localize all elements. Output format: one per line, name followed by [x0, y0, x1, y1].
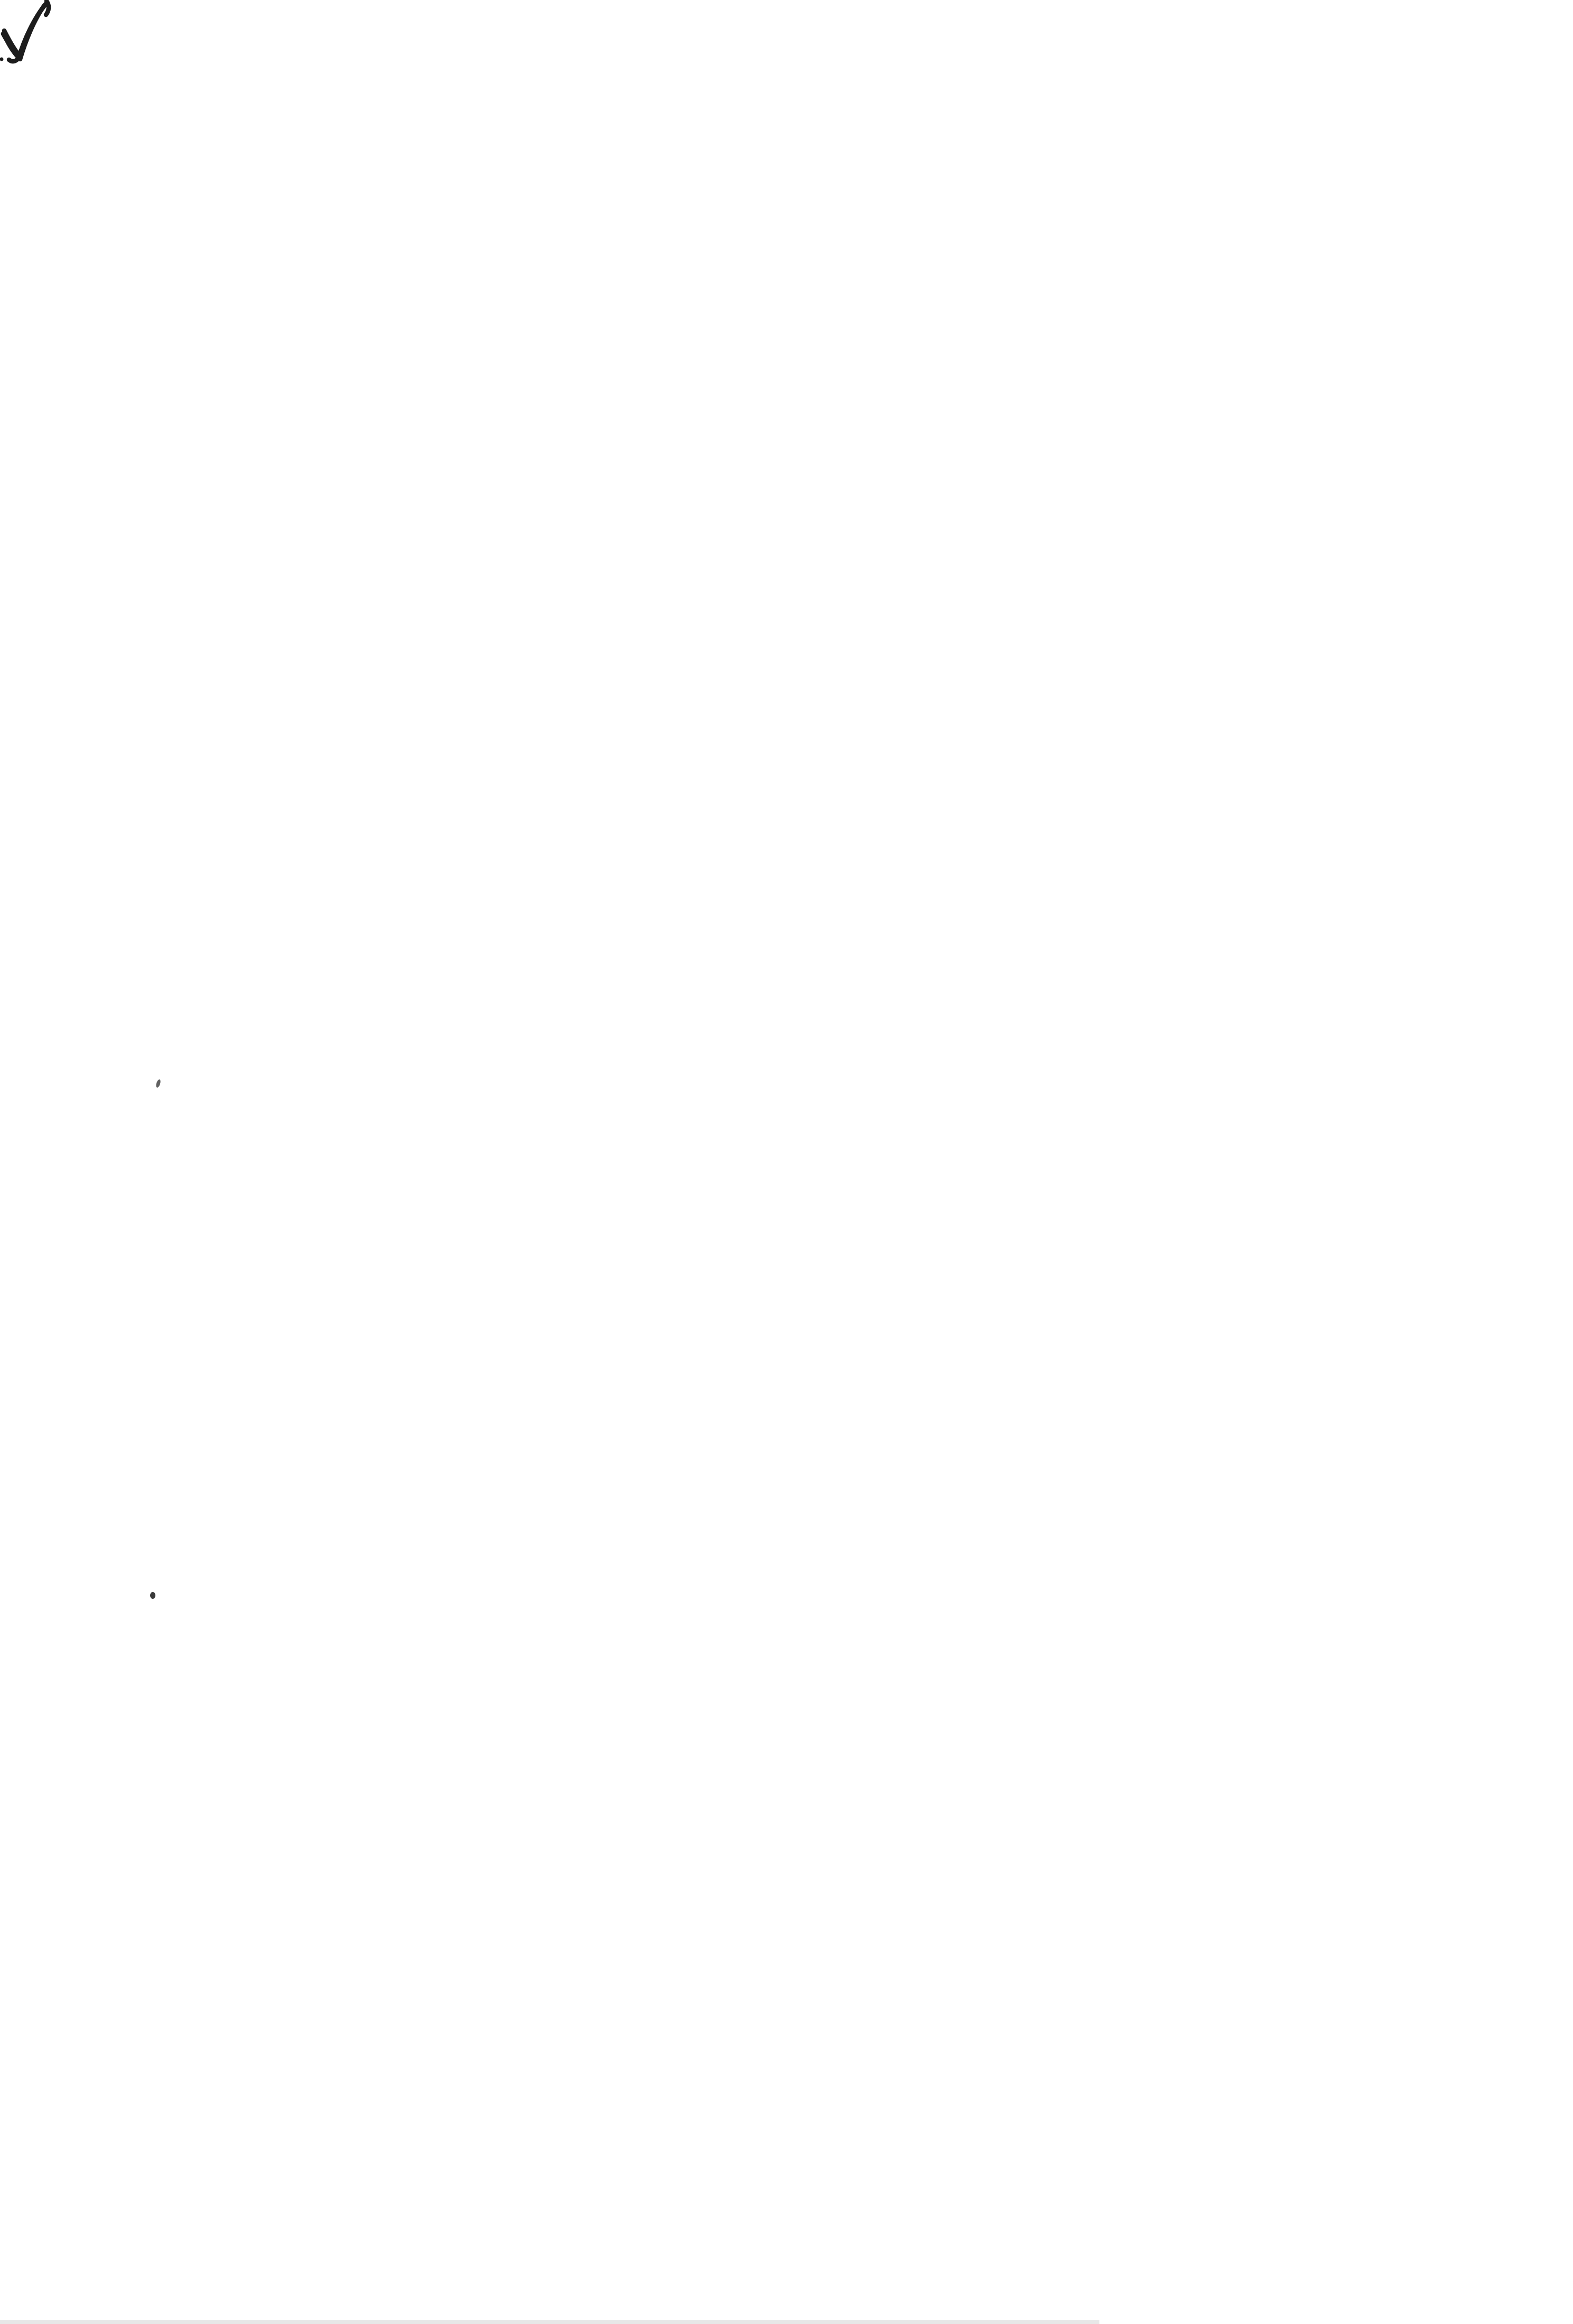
ink-speck: [150, 1592, 155, 1599]
ink-speck: [155, 1079, 162, 1088]
pencil-checkmark-icon: [0, 0, 50, 63]
watermark-spacer: [783, 2224, 790, 2249]
scan-edge-gray-bottom: [0, 2320, 1099, 2324]
watermark: [0, 2203, 1573, 2263]
